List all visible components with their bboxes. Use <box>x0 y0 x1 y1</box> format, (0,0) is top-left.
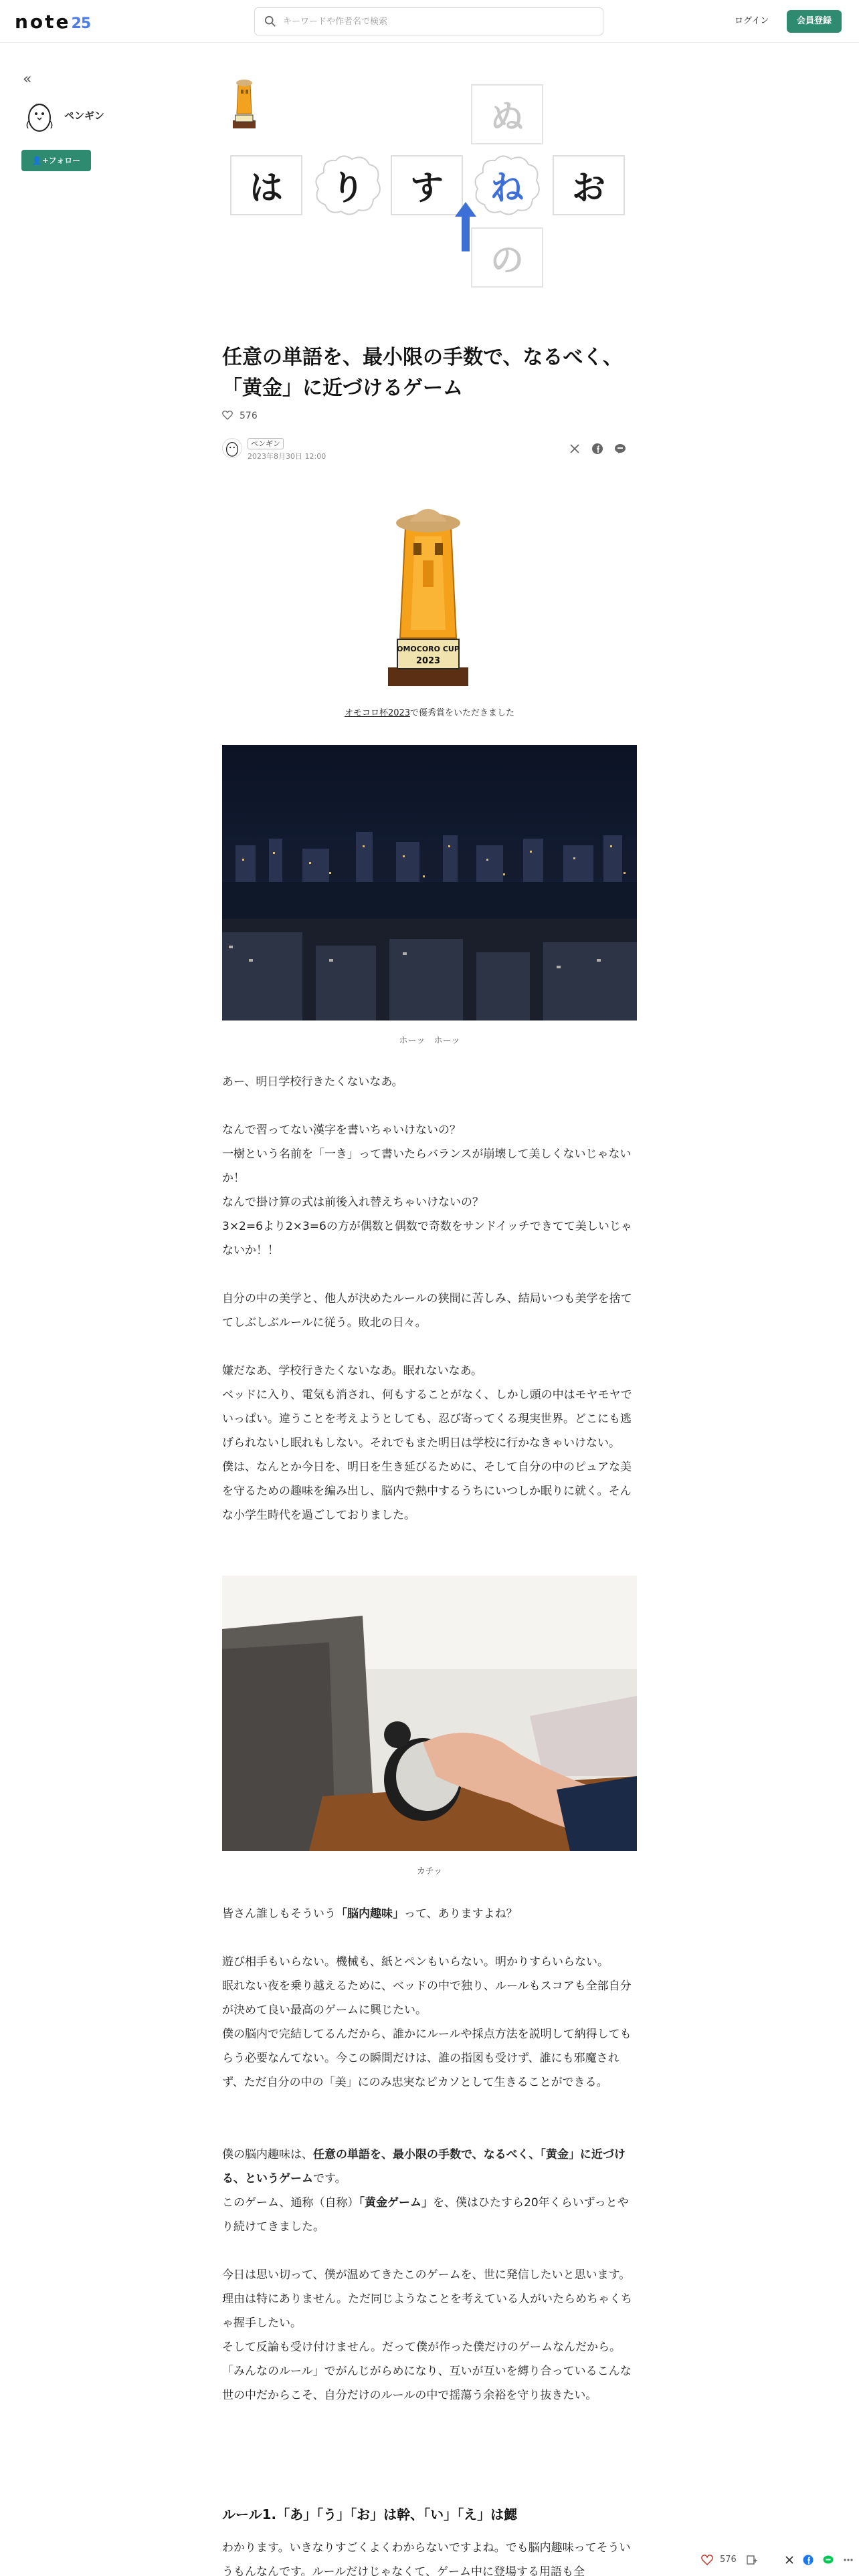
note-logo[interactable]: note25 <box>15 11 91 33</box>
arrow-up-icon <box>455 202 476 251</box>
add-user-icon: 👤+ <box>31 156 49 165</box>
double-chevron-left-icon[interactable]: « <box>23 71 32 88</box>
more-options-icon[interactable] <box>843 2555 854 2565</box>
hero-char-5: お <box>553 155 625 215</box>
trophy-plate-line2: 2023 <box>415 656 441 666</box>
line-share-icon[interactable] <box>823 2555 834 2565</box>
x-share-icon[interactable] <box>569 443 581 455</box>
line-share-icon[interactable] <box>614 443 626 455</box>
floating-like-count: 576 <box>720 2555 737 2565</box>
signup-button[interactable]: 会員登録 <box>787 10 842 33</box>
site-header <box>0 0 859 43</box>
paragraph-1: あー、明日学校行きたくないなあ。 <box>222 1075 403 1089</box>
figure-caption-3: カチッ <box>416 1866 443 1876</box>
paragraph-3: 自分の中の美学と、他人が決めたルールの狭間に苦しみ、結局いつも美学を捨ててしぶしぶルールに従う。敗北の日々。 <box>222 1292 632 1329</box>
trophy-image <box>229 75 260 130</box>
figure-caption-2: ホーッ ホーッ <box>399 1036 460 1046</box>
paragraph-7: 僕の脳内趣味は、任意の単語を、最小限の手数で、なるべく、「黄金」に近づける、というゲームです。 このゲーム、通称（自称）「黄金ゲーム」を、僕はひたすら20年くらいずっとやり続けてきました。 <box>222 2148 629 2234</box>
night-city-photo <box>222 745 637 1021</box>
meta-author-name[interactable]: ペンギン <box>248 438 284 449</box>
sidebar-author-name[interactable]: ペンギン <box>64 110 104 122</box>
heart-icon[interactable] <box>701 2555 713 2565</box>
facebook-share-icon[interactable] <box>803 2555 814 2565</box>
search-input[interactable] <box>283 13 591 29</box>
search-box[interactable] <box>254 7 603 35</box>
heart-icon <box>222 411 233 420</box>
figure-caption-1: オモコロ杯2023で優秀賞をいただきました <box>344 708 515 718</box>
omocoro-cup-link[interactable]: オモコロ杯2023 <box>344 708 411 718</box>
alarm-clock-photo <box>222 1576 637 1851</box>
search-icon <box>264 15 276 27</box>
paragraph-8: 今日は思い切って、僕が温めてきたこのゲームを、世に発信したいと思います。 理由は特にありません。ただ同じようなことを考えている人がいたらめちゃくちゃ握手したい。 そして反論も受け付けません。だって僕が作った僕だけのゲームなんだから。 「みんなのルール」でがんじがらめになり、互いが互いを縛り合っているこんな世の中だからこそ、自分だけのルールの中で揺蕩う余裕を守り抜きたい。 <box>222 2268 633 2402</box>
hero-char-4: ね <box>470 152 545 218</box>
hero-char-3: す <box>391 155 463 215</box>
x-share-icon[interactable] <box>784 2555 795 2565</box>
floating-action-bar <box>693 2548 859 2572</box>
trophy-plate-line1: OMOCORO CUP <box>397 645 460 653</box>
paragraph-2: なんで習ってない漢字を書いちゃいけないの？ 一樹という名前を「一き」って書いたらバランスが崩壊して美しくないじゃないか！ なんで掛け算の式は前後入れ替えちゃいけないの？ 3×2=6より2×3=6の方が偶数と偶数で奇数をサンドイッチできてて美しいじゃないか！！ <box>222 1123 632 1257</box>
hero-char-below: の <box>471 227 543 288</box>
hero-char-above: ぬ <box>471 84 543 144</box>
paragraph-4: 嫌だなあ、学校行きたくないなあ。眠れないなあ。 ベッドに入り、電気も消され、何もすることがなく、しかし頭の中はモヤモヤでいっぱい。違うことを考えようとしても、忍び寄ってくる現実世界。どこにも逃げられないし眠れもしない。それでもまた明日は学校に行かなきゃいけない。 僕は、なんとか今日を、明日を生き延びるために、そして自分の中のピュアな美を守るための趣味を編み出し、脳内で熱中するうちにいつしか眠りに就く。そんな小学生時代を過ごしておりました。 <box>222 1364 632 1522</box>
paragraph-6: 遊び相手もいらない。機械も、紙とペンもいらない。明かりすらいらない。 眠れない夜を乗り越えるために、ベッドの中で独り、ルールもスコアも全部自分が決めて良い最高のゲームに興じたい。 僕の脳内で完結してるんだから、誰かにルールや採点方法を説明して納得してもらう必要なんてない。今この瞬間だけは、誰の指図も受けず、誰にも邪魔されず、ただ自分の中の「美」にのみ忠実なピカソとして生きることができる。 <box>222 1955 632 2089</box>
login-button[interactable]: ログイン <box>735 16 769 26</box>
like-button[interactable]: 576 <box>222 411 258 421</box>
paragraph-9: わかります。いきなりすごくよくわからないですよね。でも脳内趣味ってそういうもんなんです。ルールだけじゃなくて、ゲーム中に登場する用語も全 <box>222 2541 631 2576</box>
publish-date: 2023年8月30日 12:00 <box>248 452 326 461</box>
author-avatar[interactable] <box>21 98 58 134</box>
paragraph-5: 皆さん誰しもそういう「脳内趣味」って、ありますよね？ <box>222 1907 518 1921</box>
article-title: 任意の単語を、最小限の手数で、なるべく、 「黄金」に近づけるゲーム <box>222 346 623 400</box>
author-avatar-small[interactable] <box>222 438 242 458</box>
hero-char-1: は <box>230 155 302 215</box>
section-heading-rule-1: ルール1.「あ」「う」「お」は幹、「い」「え」は鰓 <box>222 2506 518 2523</box>
trophy-photo <box>368 496 488 690</box>
facebook-share-icon[interactable] <box>591 443 603 455</box>
magazine-add-icon[interactable] <box>747 2555 757 2565</box>
follow-button[interactable]: 👤+フォロー <box>21 150 91 171</box>
hero-char-2: り <box>310 152 385 218</box>
